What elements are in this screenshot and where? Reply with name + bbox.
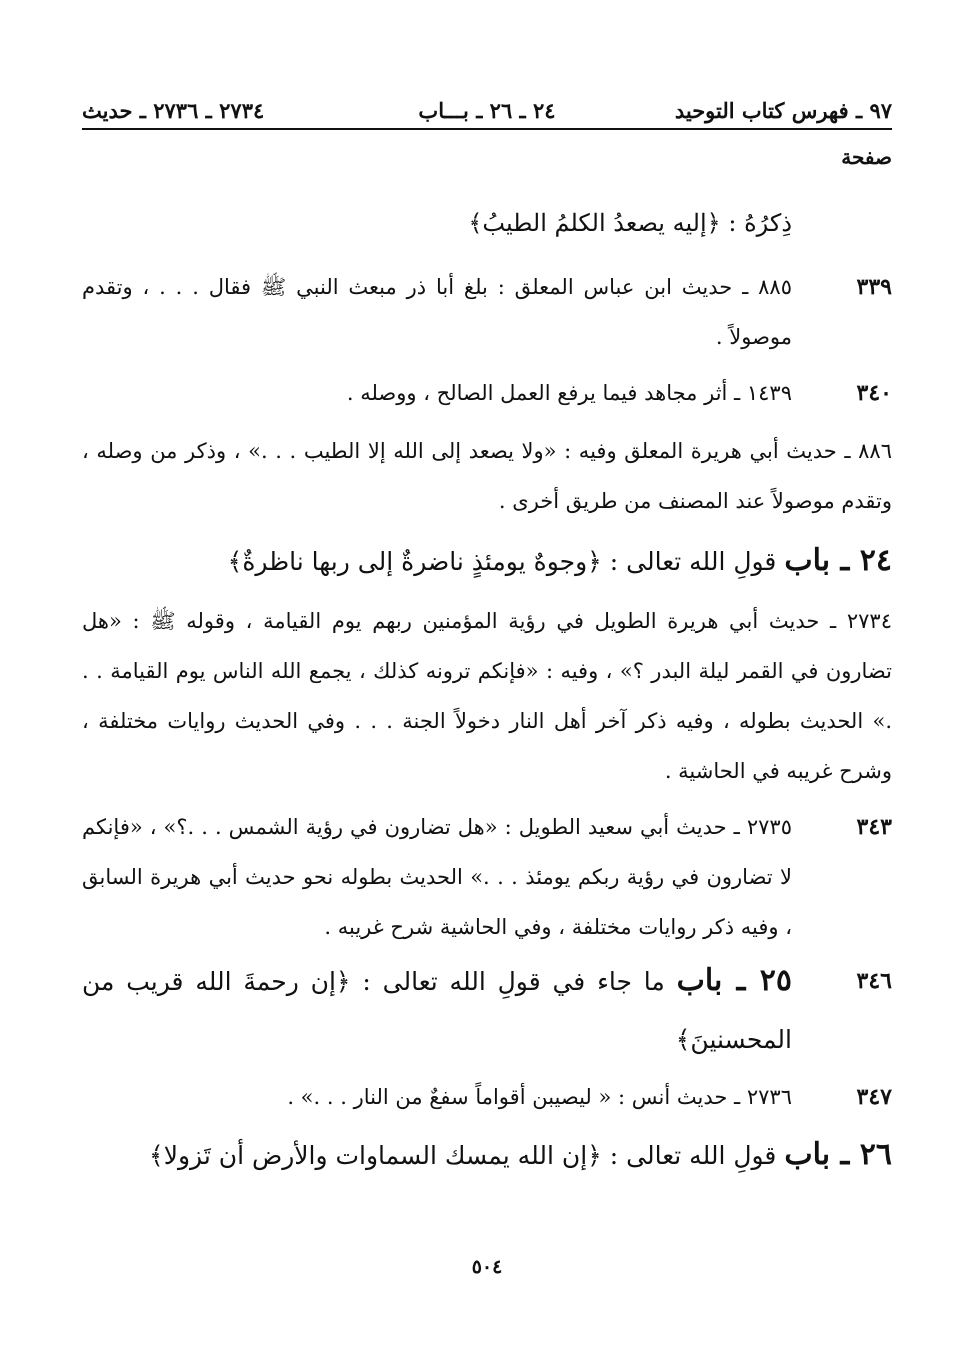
entry-text: ١٤٣٩ ـ أثر مجاهد فيما يرفع العمل الصالح ، ووصله . <box>346 381 792 405</box>
entry-text: ٢٧٣٥ ـ حديث أبي سعيد الطويل : «هل تضارون في رؤية الشمس . . .؟» ، «فإنكم لا تضارون في رؤية ربكم يومئذ . . .» الحديث بطوله نحو حديث أبي هريرة السابق ، وفيه ذكر روايات مختلفة ، وفي الحاشية شرح غريبه . <box>82 815 792 939</box>
chapter-number: ٢٤ ـ باب <box>784 543 892 578</box>
entry-page-number: ٣٤٦ <box>856 968 892 994</box>
entry-text: ٨٨٥ ـ حديث ابن عباس المعلق : بلغ أبا ذر مبعث النبي ﷺ فقال . . . ، وتقدم موصولاً . <box>82 275 792 349</box>
entry-page-number: ٣٤٧ <box>856 1084 892 1110</box>
page-column-label: صفحة <box>841 145 892 169</box>
entry-page-number: ٣٤٣ <box>856 814 892 840</box>
entry-text: ٢٧٣٦ ـ حديث أنس : « ليصيبن أقواماً سفعٌ من النار . . .» . <box>287 1085 792 1109</box>
entry-text: ٨٨٦ ـ حديث أبي هريرة المعلق وفيه : «ولا يصعد إلى الله إلا الطيب . . .» ، وذكر من وصله ، وتقدم موصولاً عند المصنف من طريق أخرى . <box>82 439 892 513</box>
index-page <box>82 90 892 1300</box>
header-book-title: ٩٧ ـ فهرس كتاب التوحيد <box>674 98 892 123</box>
entry-page-number: ٣٣٩ <box>856 274 892 300</box>
running-header <box>82 96 892 128</box>
chapter-title: قولِ الله تعالى : ﴿وجوهٌ يومئذٍ ناضرةٌ إلى ربها ناظرةٌ﴾ <box>227 547 777 576</box>
page-number: ٥٠٤ <box>471 1256 503 1278</box>
entry-text: ٢٧٣٤ ـ حديث أبي هريرة الطويل في رؤية المؤمنين ربهم يوم القيامة ، وقوله ﷺ : «هل تضارون في القمر ليلة البدر ؟» ، وفيه : «فإنكم ترونه كذلك ، يجمع الله الناس يوم القيامة . . .» الحديث بطوله ، وفيه ذكر آخر أهل النار دخولاً الجنة . . . وفي الحديث روايات مختلفة ، وشرح غريبه في الحاشية . <box>82 609 892 783</box>
chapter-number: ٢٦ ـ باب <box>784 1137 892 1172</box>
header-hadith-range: ٢٧٣٤ ـ ٢٧٣٦ ـ حديث <box>82 98 265 123</box>
chapter-number: ٢٥ ـ باب <box>676 963 792 998</box>
entry-text: ذِكرُهُ : ﴿إليه يصعدُ الكلمُ الطيبُ﴾ <box>468 209 792 237</box>
chapter-title: ما جاء في قولِ الله تعالى : ﴿إن رحمةَ الله قريب من المحسنينَ﴾ <box>82 967 792 1054</box>
chapter-title: قولِ الله تعالى : ﴿إن الله يمسك السماوات والأرض أن تَزولا﴾ <box>149 1141 777 1170</box>
header-chapter-range: ٢٤ ـ ٢٦ ـ بـــاب <box>418 98 556 123</box>
header-rule <box>82 128 892 130</box>
entry-page-number: ٣٤٠ <box>856 380 892 406</box>
